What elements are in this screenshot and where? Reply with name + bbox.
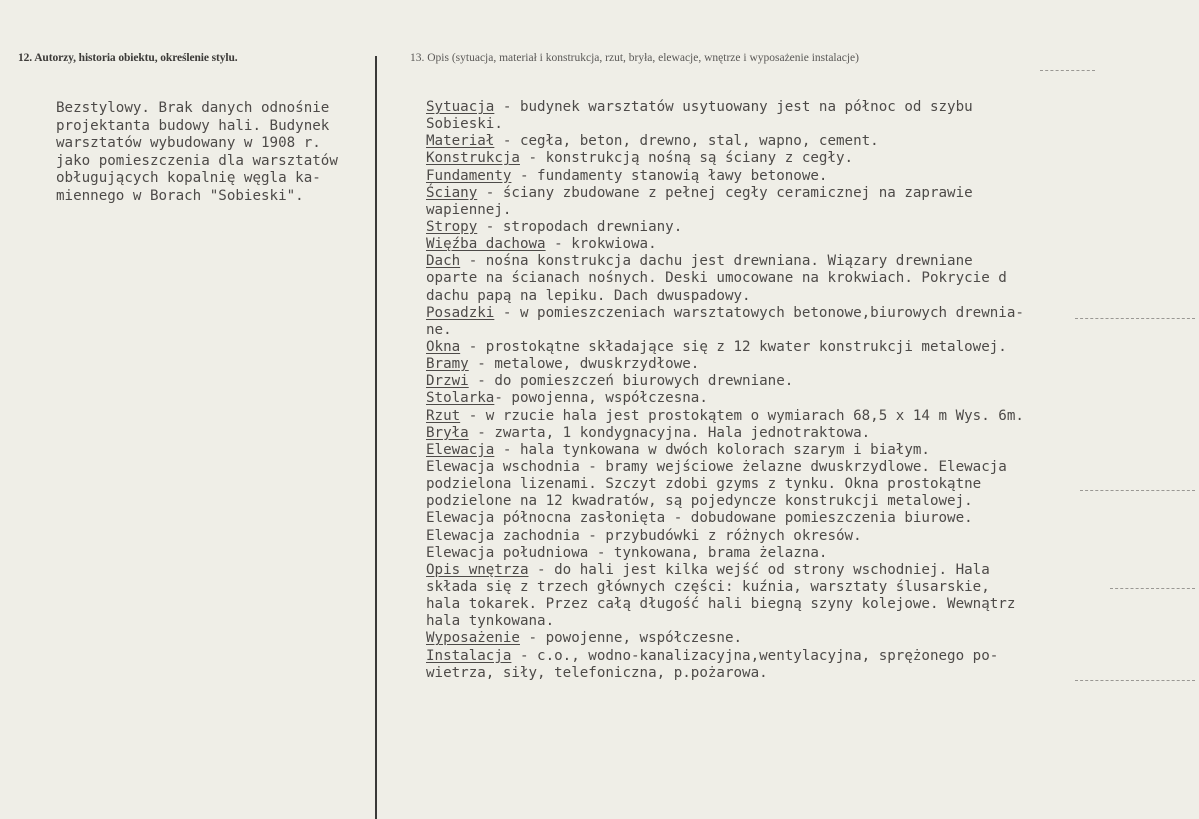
section-text: ne. xyxy=(426,321,452,338)
description-line xyxy=(426,339,1186,356)
description-line xyxy=(426,168,1186,185)
description-line xyxy=(426,99,1186,116)
section-term: Rzut xyxy=(426,407,461,424)
section-text: dachu papą na lepiku. Dach dwuspadowy. xyxy=(426,287,751,304)
section-term: Więźba dachowa xyxy=(426,236,546,253)
description-line xyxy=(426,459,1186,476)
description-line xyxy=(426,270,1186,287)
description-line xyxy=(426,425,1186,442)
description-line xyxy=(426,562,1186,579)
left-text-line: Bezstylowy. Brak danych odnośnie xyxy=(56,100,330,116)
section-text: Sobieski. xyxy=(426,116,503,133)
description-line xyxy=(426,528,1186,545)
section-text: - stropodach drewniany. xyxy=(477,218,683,235)
section-text: - krokwiowa. xyxy=(545,236,657,253)
left-text-line: jako pomieszczenia dla warsztatów xyxy=(56,152,338,169)
section-text: Elewacja północna zasłonięta - dobudowane pomieszczenia biurowe. xyxy=(426,510,973,527)
section-text: - do hali jest kilka wejść od strony wschodniej. Hala xyxy=(528,561,990,578)
description-line xyxy=(426,373,1186,390)
section-term: Dach xyxy=(426,253,461,270)
description-line xyxy=(426,150,1186,167)
section-text: - prostokątne składające się z 12 kwater konstrukcji metalowej. xyxy=(460,338,1007,355)
section-text: hala tynkowana. xyxy=(426,613,555,630)
section-term: Stolarka xyxy=(426,390,495,407)
left-text-line: miennego w Borach "Sobieski". xyxy=(56,187,304,204)
section-term: Stropy xyxy=(426,218,478,235)
section-text: - powojenna, współczesna. xyxy=(494,390,708,407)
description-line xyxy=(426,579,1186,596)
section-text: - konstrukcją nośną są ściany z cegły. xyxy=(519,150,854,167)
description-line xyxy=(426,442,1186,459)
section-text: składa się z trzech głównych części: kuźnia, warsztaty ślusarskie, xyxy=(426,578,990,595)
left-text-line: warsztatów wybudowany w 1908 r. xyxy=(56,135,321,152)
description-line xyxy=(426,408,1186,425)
description-line xyxy=(426,390,1186,407)
section-12-header: 12. Autorzy, historia obiektu, określenie stylu. xyxy=(18,52,238,64)
section-text: hala tokarek. Przez całą długość hali biegną szyny kolejowe. Wewnątrz xyxy=(426,596,1016,613)
description-line xyxy=(426,510,1186,527)
section-text: podzielone na 12 kwadratów, są pojedyncze konstrukcji metalowej. xyxy=(426,493,973,510)
section-text: - hala tynkowana w dwóch kolorach szarym i białym. xyxy=(494,441,930,458)
section-term: Materiał xyxy=(426,133,495,150)
description-line xyxy=(426,185,1186,202)
description-line xyxy=(426,493,1186,510)
margin-dash xyxy=(1040,70,1095,71)
section-text: oparte na ścianach nośnych. Deski umocowane na krokwiach. Pokrycie d xyxy=(426,270,1007,287)
section-13-header: 13. Opis (sytuacja, materiał i konstrukcja, rzut, bryła, elewacje, wnętrze i wyposażenie instalacje) xyxy=(410,52,859,64)
left-text-line: projektanta budowy hali. Budynek xyxy=(56,117,330,134)
description-line xyxy=(426,202,1186,219)
description-line xyxy=(426,613,1186,630)
description-line xyxy=(426,630,1186,647)
description-line xyxy=(426,356,1186,373)
description-line xyxy=(426,236,1186,253)
section-term: Elewacja xyxy=(426,441,495,458)
description-line xyxy=(426,648,1186,665)
section-term: Opis wnętrza xyxy=(426,561,529,578)
description-line xyxy=(426,305,1186,322)
section-term: Fundamenty xyxy=(426,167,512,184)
section-text: - zwarta, 1 kondygnacyjna. Hala jednotraktowa. xyxy=(468,424,871,441)
description-line xyxy=(426,219,1186,236)
section-text: Elewacja południowa - tynkowana, brama żelazna. xyxy=(426,544,828,561)
description-line xyxy=(426,133,1186,150)
section-term: Wyposażenie xyxy=(426,630,520,647)
section-term: Posadzki xyxy=(426,304,495,321)
description-line xyxy=(426,322,1186,339)
section-text: wietrza, siły, telefoniczna, p.pożarowa. xyxy=(426,664,768,681)
section-text: - w pomieszczeniach warsztatowych betonowe,biurowych drewnia- xyxy=(494,304,1024,321)
description-line xyxy=(426,596,1186,613)
section-text: wapiennej. xyxy=(426,201,512,218)
description-line xyxy=(426,665,1186,682)
authors-history-style-text xyxy=(56,100,376,206)
section-text: - cegła, beton, drewno, stal, wapno, cement. xyxy=(494,133,879,150)
section-term: Bramy xyxy=(426,356,469,373)
section-text: - nośna konstrukcja dachu jest drewniana. Wiązary drewniane xyxy=(460,253,973,270)
section-text: - do pomieszczeń biurowych drewniane. xyxy=(468,373,794,390)
section-text: Elewacja wschodnia - bramy wejściowe żelazne dwuskrzydlowe. Elewacja xyxy=(426,458,1007,475)
description-line xyxy=(426,545,1186,562)
section-text: - ściany zbudowane z pełnej cegły ceramicznej na zaprawie xyxy=(477,184,973,201)
section-term: Ściany xyxy=(426,184,478,201)
section-text: - fundamenty stanowią ławy betonowe. xyxy=(511,167,828,184)
section-text: - powojenne, współczesne. xyxy=(519,630,743,647)
left-text-line: obługujących kopalnię węgla ka- xyxy=(56,170,321,187)
section-text: Elewacja zachodnia - przybudówki z różnych okresów. xyxy=(426,527,862,544)
section-term: Bryła xyxy=(426,424,469,441)
section-term: Drzwi xyxy=(426,373,469,390)
section-text: - w rzucie hala jest prostokątem o wymiarach 68,5 x 14 m Wys. 6m. xyxy=(460,407,1024,424)
description-line xyxy=(426,253,1186,270)
description-line xyxy=(426,116,1186,133)
section-term: Instalacja xyxy=(426,647,512,664)
section-term: Sytuacja xyxy=(426,99,495,115)
section-text: podzielona lizenami. Szczyt zdobi gzyms z tynku. Okna prostokątne xyxy=(426,476,982,493)
object-description-text xyxy=(426,99,1186,682)
section-term: Okna xyxy=(426,338,461,355)
section-text: - budynek warsztatów usytuowany jest na północ od szybu xyxy=(494,99,973,115)
description-line xyxy=(426,288,1186,305)
section-text: - metalowe, dwuskrzydłowe. xyxy=(468,356,700,373)
description-line xyxy=(426,476,1186,493)
section-term: Konstrukcja xyxy=(426,150,520,167)
section-text: - c.o., wodno-kanalizacyjna,wentylacyjna, sprężonego po- xyxy=(511,647,999,664)
